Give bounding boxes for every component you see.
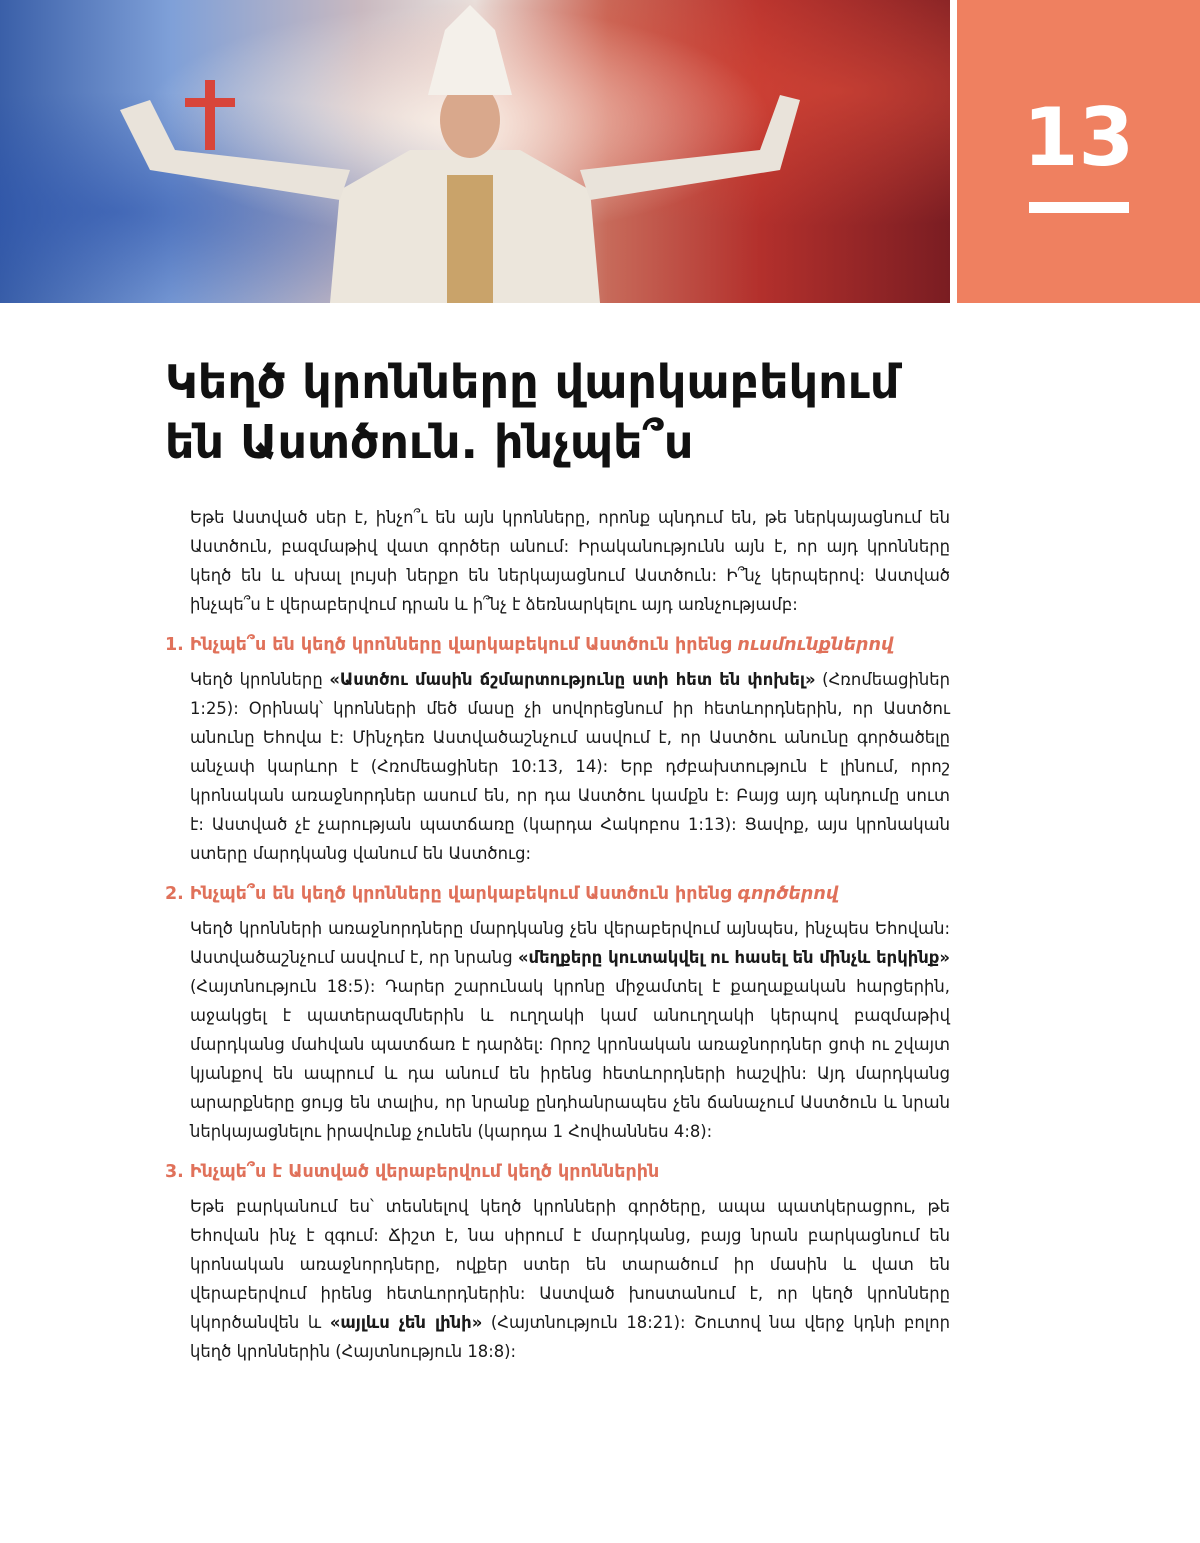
right-arm [580,95,800,200]
chapter-underline [1029,202,1129,213]
hero-image [0,0,950,303]
section-3 [165,1158,950,1366]
section-paragraph [190,665,950,868]
left-arm [120,100,350,200]
section-heading-emphasis: գործերով [737,884,839,904]
section-heading [165,1158,950,1186]
section-heading-text: 2. Ինչպե՞ս են կեղծ կրոնները վարկաբեկում Աստծուն իրենց [165,884,738,904]
section-heading [165,631,950,659]
stole [447,175,493,303]
scripture-quote: «Աստծու մասին ճշմարտությունը ստի հետ են փոխել» [329,670,816,689]
section-2 [165,880,950,1146]
scripture-quote: «այլևս չեն լինի» [329,1313,483,1332]
mitre [428,5,512,95]
section-heading-text: 1. Ինչպե՞ս են կեղծ կրոնները վարկաբեկում Աստծուն իրենց [165,635,738,655]
page-title: Կեղծ կրոնները վարկաբեկում են Աստծուն. ինչպե՞ս [165,355,900,469]
paragraph-text: (Հայտնություն 18:21): Շուտով նա վերջ կդնի բոլոր կեղծ կրոններին (Հայտնություն 18:8): [190,1313,950,1361]
lesson-content [165,503,950,1378]
paragraph-text: Կեղծ կրոնները [190,670,330,689]
chapter-badge [957,0,1200,303]
section-paragraph [190,1192,950,1366]
hero-illustration [0,0,950,303]
section-heading-text: 3. Ինչպե՞ս է Աստված վերաբերվում կեղծ կրոններին [165,1162,660,1182]
section-heading-emphasis: ուսմունքներով [737,635,894,655]
paragraph-text: Եթե բարկանում ես՝ տեսնելով կեղծ կրոնների գործերը, ապա պատկերացրու, թե Եհովան ինչ է զգում: Ճիշտ է, նա սիրում է մարդկանց, բայց նրան բարկացնում են կրոնական առաջնորդները, ովքեր ստեր են տարածում իր մասին և վատ են վերաբերվում իրենց հետևորդներին: Աստված խոստանում է, որ կեղծ կրոնները կկործանվեն և [190,1197,950,1332]
section-1 [165,631,950,868]
section-paragraph [190,914,950,1146]
paragraph-text: Կեղծ կրոնների առաջնորդները մարդկանց չեն վերաբերվում այնպես, ինչպես Եհովան: Աստվածաշնչում ասվում է, որ նրանց [190,919,950,967]
section-heading [165,880,950,908]
scripture-quote: «մեղքերը կուտակվել ու հասել են մինչև երկինք» [517,948,951,967]
chapter-number: 13 [1022,91,1135,184]
paragraph-text: (Հռոմեացիներ 1:25): Օրինակ՝ կրոնների մեծ մասը չի սովորեցնում իր հետևորդներին, որ Աստծու անունը Եհովա է: Մինչդեռ Աստվածաշնչում ասվում է, որ Աստծու անունը գործածելը անչափ կարևոր է (Հռոմեացիներ 10:13, 14): Երբ դժբախտություն է լինում, որոշ կրոնական առաջնորդներ ասում են, որ դա Աստծու կամքն է: Բայց այդ պնդումը սուտ է: Աստված չէ չարության պատճառը (կարդա Հակոբոս 1:13): Ցավոք, այս կրոնական ստերը մարդկանց վանում են Աստծուց: [190,670,950,863]
paragraph-text: (Հայտնություն 18:5): Դարեր շարունակ կրոնը միջամտել է քաղաքական հարցերին, աջակցել է պատերազմներին և ուղղակի կամ անուղղակի կերպով բազմաթիվ մարդկանց մահվան պատճառ է դարձել: Որոշ կրոնական առաջնորդներ ցոփ ու շվայտ կյանքով են ապրում և դա անում են իրենց հետևորդների հաշվին: Այդ մարդկանց արարքները ցույց են տալիս, որ նրանք ընդհանրապես չեն ճանաչում Աստծուն և նրան ներկայացնելու իրավունք չունեն (կարդա 1 Հովհաննես 4:8): [190,977,950,1141]
intro-paragraph: Եթե Աստված սեր է, ինչո՞ւ են այն կրոնները, որոնք պնդում են, թե ներկայացնում են Աստծուն, բազմաթիվ վատ գործեր անում: Իրականությունն այն է, որ այդ կրոնները կեղծ են և սխալ լույսի ներքո են ներկայացնում Աստծուն: Ի՞նչ կերպերով: Աստված ինչպե՞ս է վերաբերվում դրան և ի՞նչ է ձեռնարկելու այդ առնչությամբ: [190,508,950,614]
cross-icon [205,80,215,150]
